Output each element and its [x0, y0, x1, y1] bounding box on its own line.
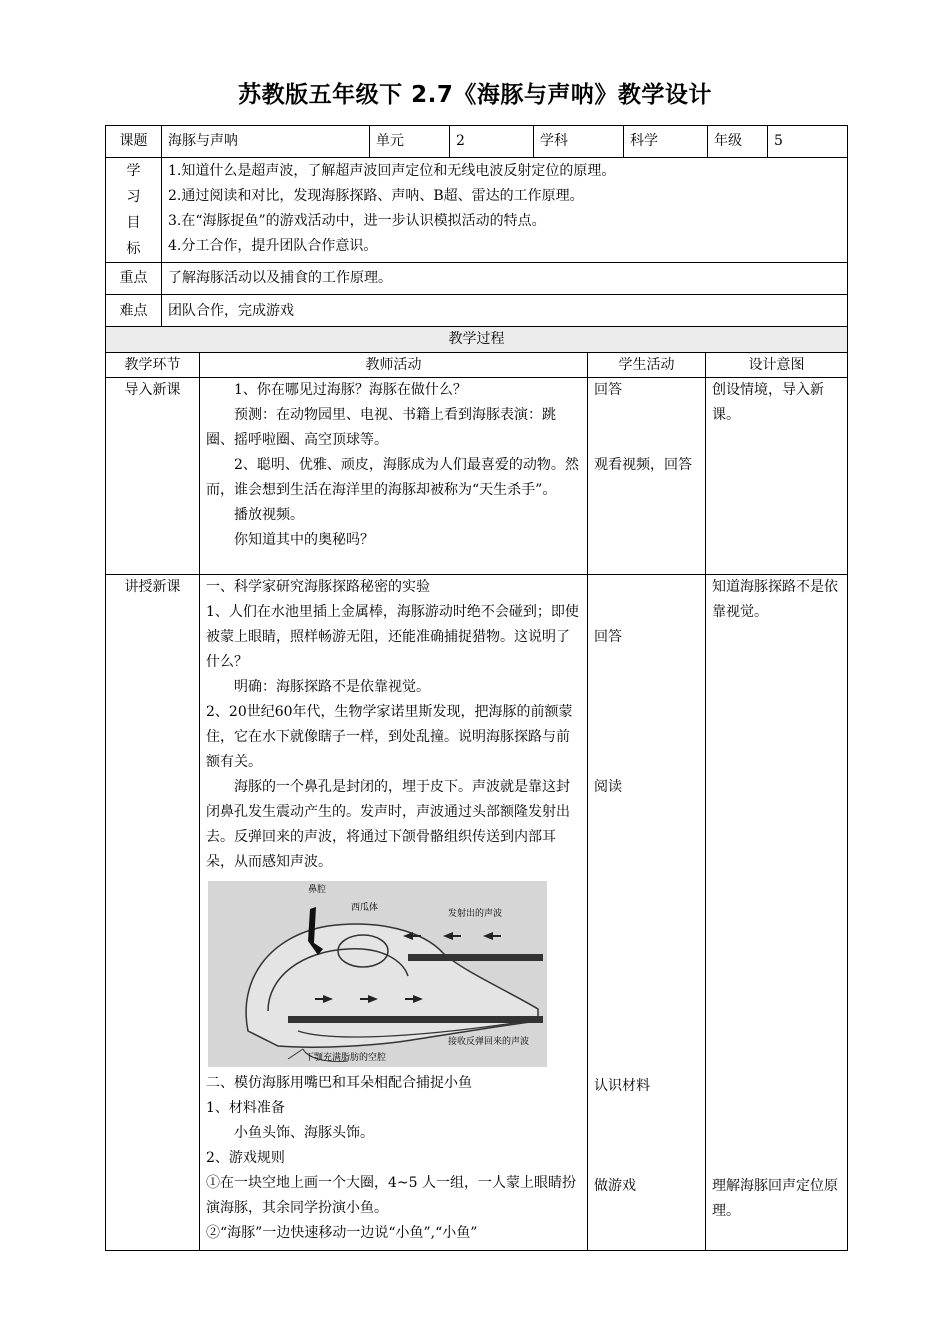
- student-activity: 回答: [594, 629, 622, 645]
- topic-value: 海豚与声呐: [162, 126, 370, 158]
- col-stage: 教学环节: [106, 353, 200, 378]
- key-value: 了解海豚活动以及捕食的工作原理。: [162, 263, 848, 295]
- difficulty-value: 团队合作，完成游戏: [162, 295, 848, 328]
- subject-label: 学科: [534, 126, 624, 158]
- lecture-text: 明确：海豚探路不是依靠视觉。: [234, 679, 430, 695]
- goal-item: 2.通过阅读和对比，发现海豚探路、声呐、B超、雷达的工作原理。: [168, 188, 584, 204]
- subject-value: 科学: [624, 126, 708, 158]
- label-emitted-wave: 发射出的声波: [448, 909, 503, 919]
- goals-label: 学习目标: [106, 158, 162, 263]
- intro-text: 2、聪明、优雅、顽皮，海豚成为人们最喜爱的动物。然而，谁会想到生活在海洋里的海豚却被称为“天生杀手”。: [206, 457, 579, 498]
- page-title: 苏教版五年级下 2.7《海豚与声呐》教学设计: [238, 82, 712, 108]
- label-jaw: 下颚充满脂肪的空腔: [305, 1053, 387, 1063]
- unit-value: 2: [450, 126, 534, 158]
- col-teacher: 教师活动: [200, 353, 588, 378]
- intro-stage: 导入新课: [106, 378, 200, 575]
- intro-student: [588, 378, 706, 575]
- goals-list: [162, 158, 848, 263]
- intro-text: 播放视频。: [234, 507, 304, 523]
- key-label: 重点: [106, 263, 162, 295]
- difficulty-label: 难点: [106, 295, 162, 328]
- lecture-text: 小鱼头饰、海豚头饰。: [234, 1125, 374, 1141]
- grade-label: 年级: [708, 126, 768, 158]
- topic-label: 课题: [106, 126, 162, 158]
- intro-text: 1、你在哪见过海豚？海豚在做什么？: [234, 382, 467, 398]
- lecture-teacher: [200, 575, 588, 1251]
- process-header: 教学过程: [106, 327, 848, 353]
- student-activity: 回答: [594, 382, 622, 398]
- process-table: [105, 326, 848, 1251]
- student-activity: 阅读: [594, 779, 622, 795]
- student-activity: 观看视频，回答: [594, 457, 692, 473]
- label-nose: 鼻腔: [308, 885, 327, 895]
- intro-text: 你知道其中的奥秘吗？: [234, 532, 374, 548]
- lecture-stage: 讲授新课: [106, 575, 200, 1251]
- goal-item: 4.分工合作，提升团队合作意识。: [168, 238, 378, 254]
- intro-teacher: [200, 378, 588, 575]
- grade-value: 5: [768, 126, 848, 158]
- col-intent: 设计意图: [706, 353, 848, 378]
- lecture-text: 二、模仿海豚用嘴巴和耳朵相配合捕捉小鱼: [206, 1075, 472, 1091]
- lecture-intent: [706, 575, 848, 1251]
- design-intent: 知道海豚探路不是依靠视觉。: [712, 579, 838, 620]
- lecture-text: 2、20世纪60年代，生物学家诺里斯发现，把海豚的前额蒙住，它在水下就像瞎子一样，到处乱撞。说明海豚探路与前额有关。: [206, 704, 573, 770]
- lecture-text: 海豚的一个鼻孔是封闭的，埋于皮下。声波就是靠这封闭鼻孔发生震动产生的。发声时，声波通过头部额隆发射出去。反弹回来的声波，将通过下颌骨骼组织传送到内部耳朵，从而感知声波。: [206, 779, 570, 870]
- lecture-text: 2、游戏规则: [206, 1150, 285, 1166]
- intro-text: 预测：在动物园里、电视、书籍上看到海豚表演：跳圈、摇呼啦圈、高空顶球等。: [206, 407, 556, 448]
- info-table: [105, 125, 848, 328]
- intro-intent: 创设情境，导入新课。: [706, 378, 848, 575]
- col-student: 学生活动: [588, 353, 706, 378]
- design-intent: 理解海豚回声定位原理。: [712, 1178, 838, 1219]
- lecture-text: ①在一块空地上画一个大圈，4~5 人一组，一人蒙上眼睛扮演海豚，其余同学扮演小鱼。: [206, 1175, 576, 1216]
- dolphin-sonar-diagram: [208, 881, 547, 1067]
- label-melon: 西瓜体: [351, 903, 379, 913]
- label-received-wave: 接收反弹回来的声波: [448, 1037, 530, 1047]
- lecture-text: ②“海豚”一边快速移动一边说“小鱼”,“小鱼”: [206, 1225, 478, 1241]
- goal-item: 3.在“海豚捉鱼”的游戏活动中，进一步认识模拟活动的特点。: [168, 213, 546, 229]
- unit-label: 单元: [370, 126, 450, 158]
- lecture-text: 1、人们在水池里插上金属棒，海豚游动时绝不会碰到；即使被蒙上眼睛，照样畅游无阻，还能准确捕捉猎物。这说明了什么？: [206, 604, 579, 670]
- student-activity: 做游戏: [594, 1178, 636, 1194]
- goal-item: 1.知道什么是超声波，了解超声波回声定位和无线电波反射定位的原理。: [168, 163, 616, 179]
- student-activity: 认识材料: [594, 1078, 650, 1094]
- lecture-student: [588, 575, 706, 1251]
- lecture-text: 一、科学家研究海豚探路秘密的实验: [206, 579, 430, 595]
- lecture-text: 1、材料准备: [206, 1100, 285, 1116]
